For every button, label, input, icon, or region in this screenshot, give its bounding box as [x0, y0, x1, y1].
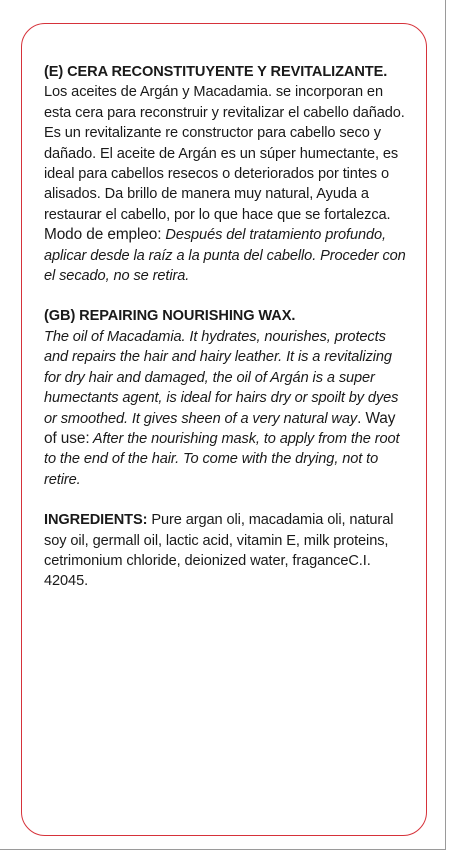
spanish-section: [44, 62, 412, 286]
english-section: [44, 306, 412, 490]
label-content: [44, 62, 412, 612]
spanish-body: Los aceites de Argán y Macadamia. se incorporan en esta cera para reconstruir y revitalizar el cabello dañado. Es un revitalizante re constructor para cabello seco y dañado. El aceite de Argán es un súper humectante, es ideal para cabellos resecos o deteriorados por tintes o alisados. Da brillo de manera muy natural, Ayuda a restaurar el cabello, por lo que hace que se fortalezca.: [44, 84, 405, 223]
spanish-usage-text: Después del tratamiento profundo, aplicar desde la raíz a la punta del cabello. Proceder con el secado, no se retira.: [44, 227, 406, 285]
english-body: The oil of Macadamia. It hydrates, nourishes, protects and repairs the hair and hairy leather. It is a revitalizing for dry hair and damaged, the oil of Argán is a super humectants agent, is ideal for hairs dry or spoilt by dyes or smoothed. It gives sheen of a very natural way: [44, 328, 399, 427]
ingredients-section: [44, 510, 412, 592]
ingredients-label: INGREDIENTS:: [44, 512, 148, 529]
english-usage-text: After the nourishing mask, to apply from the root to the end of the hair. To come with the drying, not to retire.: [44, 430, 400, 488]
spanish-heading: (E) CERA RECONSTITUYENTE Y REVITALIZANTE.: [44, 64, 388, 80]
ingredients-text: Pure argan oli, macadamia oli, natural soy oil, germall oil, lactic acid, vitamin E, milk proteins, cetrimonium chloride, deionized water, fraganceC.I. 42045.: [44, 512, 394, 590]
english-heading: (GB) REPAIRING NOURISHING WAX.: [44, 308, 296, 325]
spanish-usage-label: Modo de empleo:: [44, 226, 162, 244]
english-usage-label: . Way of use:: [44, 409, 396, 447]
